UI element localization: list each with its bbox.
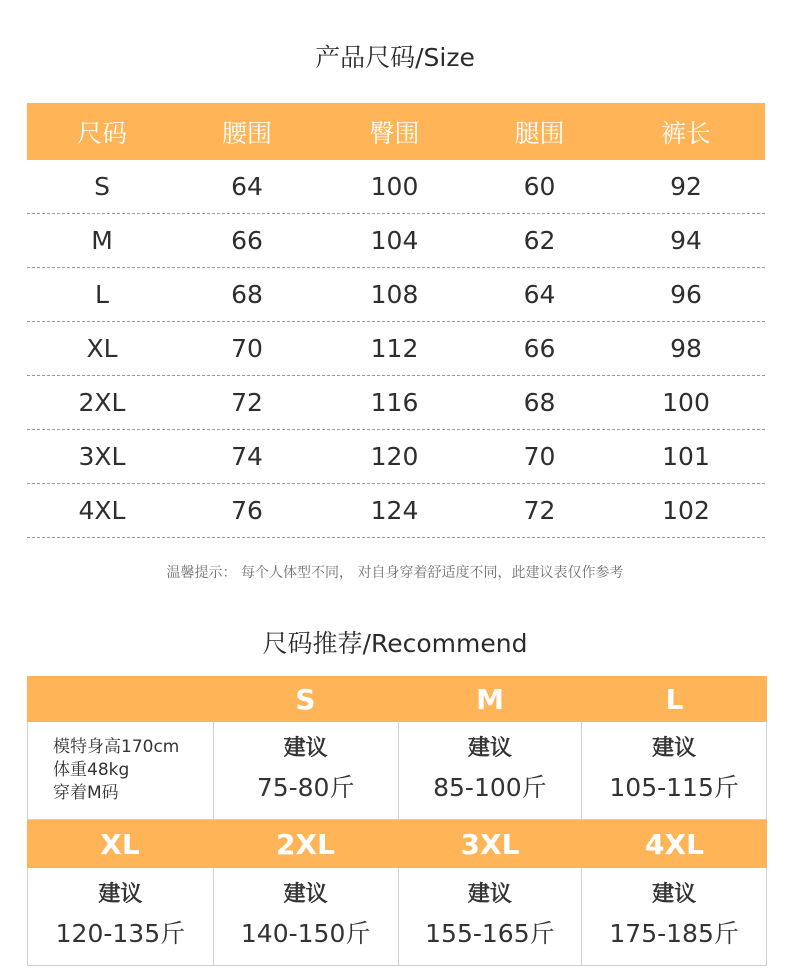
- waist-cell: 70: [231, 334, 263, 363]
- recommend-header-blank: [27, 676, 213, 722]
- thigh-cell: 66: [523, 334, 556, 363]
- hip-cell: 112: [370, 334, 419, 363]
- recommend-label: 建议: [652, 735, 697, 761]
- waist-cell: 68: [231, 280, 263, 309]
- recommend-cell-2xl: [214, 868, 399, 965]
- recommend-weight: 120-135斤: [55, 918, 186, 948]
- table-row: [27, 214, 765, 268]
- recommend-size-xl: XL: [100, 827, 140, 861]
- recommend-header-row: [27, 820, 767, 868]
- size-chart-title: 产品尺码/Size: [315, 43, 475, 72]
- hip-cell: 116: [370, 388, 419, 417]
- waist-cell: 64: [231, 172, 263, 201]
- size-table: [27, 103, 765, 538]
- recommend-label: 建议: [467, 881, 512, 907]
- model-height: 模特身高170cm: [53, 737, 180, 757]
- recommend-cell-3xl: [399, 868, 583, 965]
- recommend-size-4xl: 4XL: [645, 827, 704, 861]
- recommend-header-row: [27, 676, 767, 722]
- table-row: [27, 430, 765, 484]
- waist-cell: 74: [231, 442, 263, 471]
- recommend-weight: 105-115斤: [609, 772, 739, 802]
- recommend-size-l: L: [665, 682, 684, 716]
- header-size: 尺码: [76, 118, 127, 148]
- recommend-size-2xl: 2XL: [276, 827, 335, 861]
- recommend-label: 建议: [652, 881, 697, 907]
- size-table-header: [27, 103, 765, 160]
- table-row: [27, 322, 765, 376]
- recommend-size-3xl: 3XL: [460, 827, 520, 861]
- length-cell: 100: [662, 388, 710, 417]
- size-cell: L: [95, 280, 109, 309]
- recommend-label: 建议: [283, 881, 328, 907]
- recommend-label: 建议: [283, 735, 328, 761]
- recommend-grid: [27, 676, 767, 966]
- model-info: [28, 722, 214, 819]
- header-length: 裤长: [660, 118, 711, 148]
- size-cell: S: [94, 172, 110, 201]
- model-size: 穿着M码: [53, 783, 119, 803]
- recommend-cell-4xl: [582, 868, 767, 965]
- hip-cell: 108: [370, 280, 419, 309]
- recommend-cell-s: [214, 722, 399, 819]
- table-row: [27, 268, 765, 322]
- thigh-cell: 60: [523, 172, 556, 201]
- thigh-cell: 68: [523, 388, 556, 417]
- recommend-size-s: S: [295, 682, 316, 716]
- recommend-size-m: M: [476, 682, 504, 716]
- recommend-weight: 140-150斤: [240, 918, 371, 948]
- length-cell: 101: [662, 442, 710, 471]
- length-cell: 98: [670, 334, 702, 363]
- length-cell: 94: [670, 226, 702, 255]
- model-weight: 体重48kg: [53, 760, 130, 780]
- recommend-weight: 75-80斤: [256, 772, 355, 802]
- thigh-cell: 72: [523, 496, 556, 525]
- hip-cell: 100: [370, 172, 419, 201]
- recommend-row: [27, 722, 767, 820]
- recommend-label: 建议: [467, 735, 512, 761]
- waist-cell: 76: [231, 496, 263, 525]
- hip-cell: 124: [370, 496, 419, 525]
- waist-cell: 66: [231, 226, 263, 255]
- thigh-cell: 70: [523, 442, 556, 471]
- recommend-weight: 155-165斤: [425, 918, 555, 948]
- recommend-cell-l: [582, 722, 767, 819]
- size-cell: 4XL: [78, 496, 126, 525]
- header-thigh: 腿围: [514, 118, 565, 148]
- recommend-cell-m: [399, 722, 583, 819]
- hip-cell: 120: [370, 442, 419, 471]
- thigh-cell: 62: [523, 226, 556, 255]
- size-cell: 3XL: [78, 442, 126, 471]
- size-cell: XL: [86, 334, 118, 363]
- size-cell: 2XL: [78, 388, 126, 417]
- length-cell: 96: [670, 280, 702, 309]
- hip-cell: 104: [370, 226, 419, 255]
- recommend-label: 建议: [98, 881, 143, 907]
- recommend-weight: 175-185斤: [609, 918, 739, 948]
- recommend-title: 尺码推荐/Recommend: [262, 629, 528, 658]
- size-tip-note: 温馨提示： 每个人体型不同， 对自身穿着舒适度不同，此建议表仅作参考: [166, 565, 624, 581]
- length-cell: 102: [662, 496, 710, 525]
- table-row: [27, 484, 765, 538]
- recommend-cell-xl: [28, 868, 214, 965]
- table-row: [27, 160, 765, 214]
- length-cell: 92: [670, 172, 702, 201]
- header-hip: 臀围: [369, 118, 420, 148]
- table-row: [27, 376, 765, 430]
- waist-cell: 72: [231, 388, 263, 417]
- thigh-cell: 64: [523, 280, 556, 309]
- header-waist: 腰围: [221, 118, 272, 148]
- size-cell: M: [91, 226, 113, 255]
- recommend-row: [27, 868, 767, 966]
- recommend-weight: 85-100斤: [433, 772, 547, 802]
